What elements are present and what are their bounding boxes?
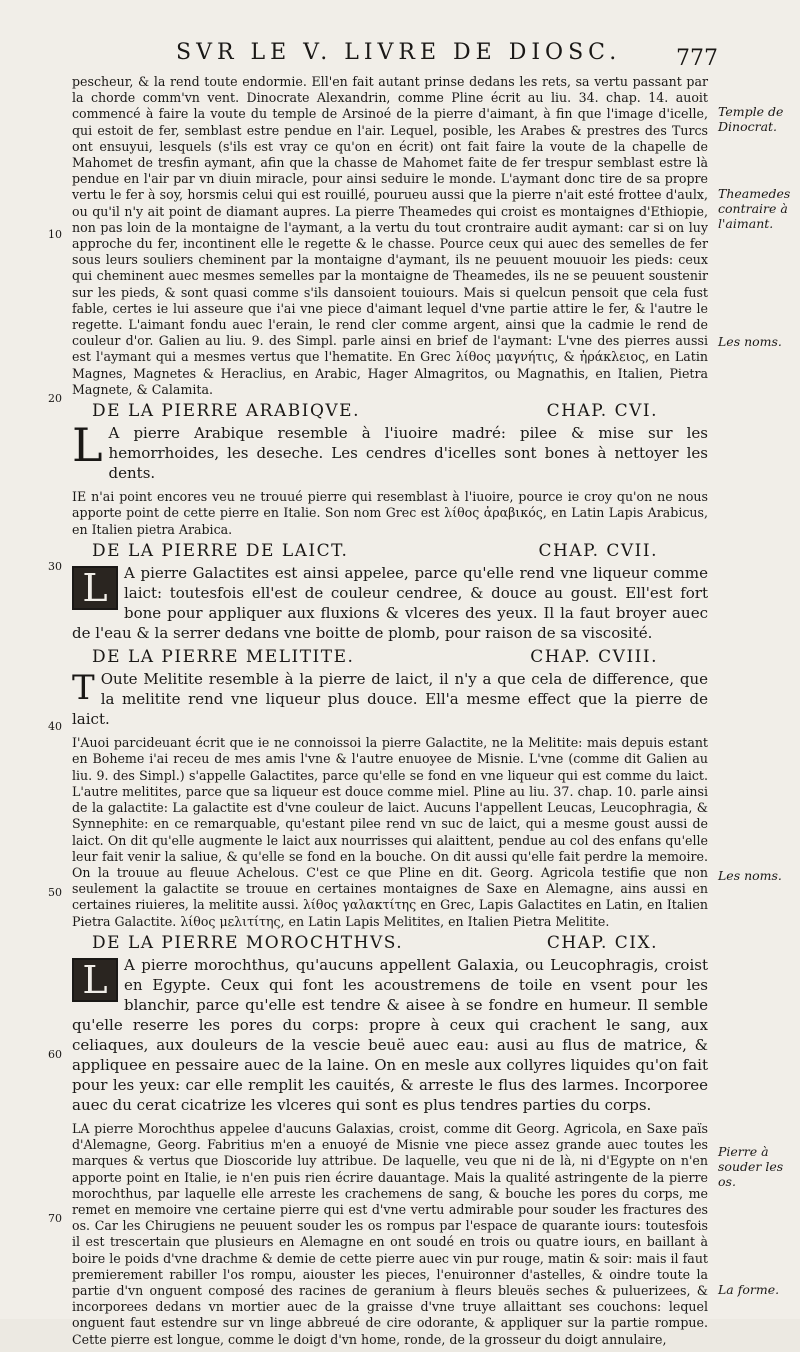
margin-note: Les noms. bbox=[718, 868, 782, 883]
line-number: 30 bbox=[48, 560, 62, 573]
chapter-number: CHAP. CVI. bbox=[546, 401, 658, 422]
chapter-number: CHAP. CIX. bbox=[546, 932, 658, 953]
dioscorides-text bbox=[72, 955, 708, 1115]
dioscorides-text bbox=[72, 563, 708, 643]
commentary-paragraph: IE n'ai point encores veu ne trouué pierre qui resemblast à l'iuoire, pource ie croy qu'on ne nous apporte point de cette pierre en Italie. Son nom Grec est λίθος ἀραβικός, en Latin Lapis Arabicus, en Italien pietra Arabica. bbox=[72, 489, 708, 537]
line-number: 40 bbox=[48, 720, 62, 733]
line-number: 60 bbox=[48, 1048, 62, 1061]
section-text: A pierre Arabique resemble à l'iuoire madré: pilee & mise sur les hemorrhoides, les deseche. Les cendres d'icelles sont bones à nettoyer les dents. bbox=[108, 424, 708, 483]
page-number: 777 bbox=[676, 46, 718, 71]
initial-letter: L bbox=[72, 418, 103, 473]
line-number: 70 bbox=[48, 1212, 62, 1225]
line-number: 20 bbox=[48, 392, 62, 405]
section-title: DE LA PIERRE MELITITE. bbox=[92, 647, 355, 668]
line-number: 10 bbox=[48, 228, 62, 241]
ornamental-initial: L bbox=[72, 566, 118, 610]
section-title: DE LA PIERRE MOROCHTHVS. bbox=[92, 932, 404, 953]
margin-note: Theamedes contraire à l'aimant. bbox=[718, 186, 791, 231]
initial-letter: T bbox=[72, 668, 95, 709]
running-header: SVR LE V. LIVRE DE DIOSC. bbox=[176, 40, 622, 65]
section-heading bbox=[72, 647, 708, 668]
section-text: A pierre Galactites est ainsi appelee, parce qu'elle rend vne liqueur comme laict: toutesfois ell'est de couleur cendree, & douce au goust. Ell'est fort bone pour appliquer aux fluxions & vlceres des yeux. Il la faut broyer auec de l'eau & la serrer dedans vne boitte de plomb, pour raison de sa viscosité. bbox=[72, 564, 708, 643]
chapter-number: CHAP. CVII. bbox=[538, 540, 658, 561]
dioscorides-text bbox=[72, 418, 708, 483]
section-text: Oute Melitite resemble à la pierre de laict, il n'y a que cela de difference, que la melitite rend vne liqueur plus douce. Ell'a mesme effect que la pierre de laict. bbox=[72, 670, 708, 729]
line-number: 50 bbox=[48, 886, 62, 899]
chapter-number: CHAP. CVIII. bbox=[530, 647, 658, 668]
commentary-paragraph: LA pierre Morochthus appelee d'aucuns Galaxias, croist, comme dit Georg. Agricola, en Saxe païs d'Alemagne, Georg. Fabritius m'en a enuoyé de Misnie vne piece assez grande auec toutes les marques & vertus que Dioscoride luy attribue. De laquelle, veu que ni de là, ni d'Egypte on n'en apporte point en Italie, ie n'en puis rien écrire dauantage. Mais la qualité astringente de la pierre morochthus, par laquelle elle arreste les crachemens de sang, & bouche les pores du corps, me remet en memoire vne certaine pierre qui est d'vne vertu admirable pour souder les fractures des os. Car les Chirugiens ne peuuent souder les os rompus par l'espace de quarante iours: toutesfois il est trescertain que plusieurs en Alemagne en ont soudé en trois ou quatre iours, en baillant à boire le poids d'vne drachme & demie de cette pierre auec vin pur rouge, matin & soir: mais il faut premierement rabiller l'os rompu, aiouster les pieces, l'enuironner d'astelles, & oindre toute la partie d'vn onguent composé des racines de geranium à fleurs bleuës seches & puluerizees, & incorporees dedans vn mortier auec de la graisse d'vne truye allaittant ses couchons: lequel onguent faut estendre sur vn linge abbreué de cire odorante, & appliquer sur la partie rompue. Cette pierre est longue, comme le doigt d'vn home, ronde, de la grosseur du doigt annulaire, bbox=[72, 1120, 708, 1347]
section-text: A pierre morochthus, qu'aucuns appellent Galaxia, ou Leucophragis, croist en Egypte. Ceux qui font les acoustremens de toile en vsent pour les blanchir, parce qu'elle est tendre & aisee à se fondre en humeur. Il semble qu'elle reserre les pores du corps: propre à ceux qui crachent le sang, aux celiaques, aux douleurs de la vescie beuë auec eau: ausi au flus de matrice, & appliquee en pessaire auec de la laine. On en mesle aux collyres liquides qu'on fait pour les yeux: car elle remplit les cauités, & arreste le flus des larmes. Incorporee auec du cerat cicatrize les vlceres qui sont es plus tendres parties du corps. bbox=[72, 955, 708, 1114]
section-title: DE LA PIERRE ARABIQVE. bbox=[92, 401, 360, 422]
margin-note: La forme. bbox=[718, 1282, 780, 1297]
margin-note: Les noms. bbox=[718, 334, 782, 349]
intro-paragraph: pescheur, & la rend toute endormie. Ell'en fait autant prinse dedans les rets, sa vertu passant par la chorde comm'vn vent. Dinocrate Alexandrin, comme Pline écrit au liu. 34. chap. 14. auoit commencé à faire la voute du temple de Arsinoé de la pierre d'aimant, à fin que l'image d'icelle, qui estoit de fer, semblast estre pendue en l'air. Lequel, posible, les Arabes & prestres des Turcs ont ensuyui, lesquels (s'ils est vray ce qu'on en écrit) ont fait faire la voute de la chapelle de Mahomet de tresfin aymant, afin que la chasse de Mahomet faite de fer trespur semblast estre là pendue en l'air par vn diuin miracle, pour ainsi seduire le monde. L'aymant donc tire de sa propre vertu le fer à soy, horsmis celui qui est rouillé, pourueu aussi que la pierre n'ait esté frottee d'aulx, ou qu'il n'y ait point de diamant aupres. La pierre Theamedes qui croist es montaignes d'Ethiopie, non pas loin de la montaigne de l'aymant, a la vertu du tout crontraire audit aymant: car si on luy approche du fer, incontinent elle le regette & le chasse. Pource ceux qui auec des semelles de fer sous leurs souliers cheminent par la montaigne d'aymant, ils ne peuuent mouuoir les pieds: ceux qui cheminent auec mesmes semelles par la montaigne de Theamedes, ils ne se peuuent soustenir sur les pieds, & sont quasi comme s'ils dansoient touiours. Mais si quelcun pensoit que cela fust fable, certes ie lui asseure que i'ai vne piece d'aimant lequel d'vne partie attire le fer, & l'autre le regette. L'aimant fondu auec l'erain, le rend cler comme argent, ainsi que la cadmie le rend de couleur d'or. Galien au liu. 9. des Simpl. parle ainsi en brief de l'aymant: L'vne des pierres aussi est l'aymant qui a mesmes vertus que l'hematite. En Grec λίθος μαγνήτις, & ἡράκλειος, en Latin Magnes, Magnetes & Heraclius, en Arabic, Hager Almagritos, ou Magnathis, en Italien, Pietra Magnete, & Calamita. bbox=[72, 74, 708, 397]
section-heading bbox=[72, 401, 708, 422]
dioscorides-text bbox=[72, 669, 708, 729]
ornamental-initial: L bbox=[72, 958, 118, 1002]
section-title: DE LA PIERRE DE LAICT. bbox=[92, 540, 349, 561]
main-text-column bbox=[72, 74, 708, 1352]
margin-note: Temple de Dinocrat. bbox=[718, 104, 784, 134]
commentary-paragraph: I'Auoi parcideuant écrit que ie ne connoissoi la pierre Galactite, ne la Melitite: mais depuis estant en Boheme i'ai receu de mes amis l'vne & l'autre enuoyee de Misnie. L'vne (comme dit Galien au liu. 9. des Simpl.) s'appelle Galactites, parce qu'elle se fond en vne liqueur qui est comme du laict. L'autre melitites, parce que sa liqueur est douce comme miel. Pline au liu. 37. chap. 10. parle ainsi de la galactite: La galactite est d'vne couleur de laict. Aucuns l'appellent Leucas, Leucophragia, & Synnephite: en ce remarquable, qu'estant pilee rend vn suc de laict, qui a mesme goust aussi de laict. On dit qu'elle augmente le laict aux nourrisses qui alaittent, pendue au col des enfans qu'elle leur fait venir la saliue, & qu'elle se fond en la bouche. On dit aussi qu'elle fait perdre la memoire. On la trouue au fleuue Achelous. C'est ce que Pline en dit. Georg. Agricola testifie que non seulement la galactite se trouue en certaines montaignes de Saxe en Alemagne, ains aussi en certaines riuieres, la melitite aussi. λίθος γαλακτίτης en Grec, Lapis Galactites en Latin, en Italien Pietra Galactite. λίθος μελιτίτης, en Latin Lapis Melitites, en Italien Pietra Melitite. bbox=[72, 735, 708, 929]
section-heading bbox=[72, 932, 708, 953]
margin-note: Pierre à souder les os. bbox=[718, 1144, 784, 1189]
section-heading bbox=[72, 540, 708, 561]
